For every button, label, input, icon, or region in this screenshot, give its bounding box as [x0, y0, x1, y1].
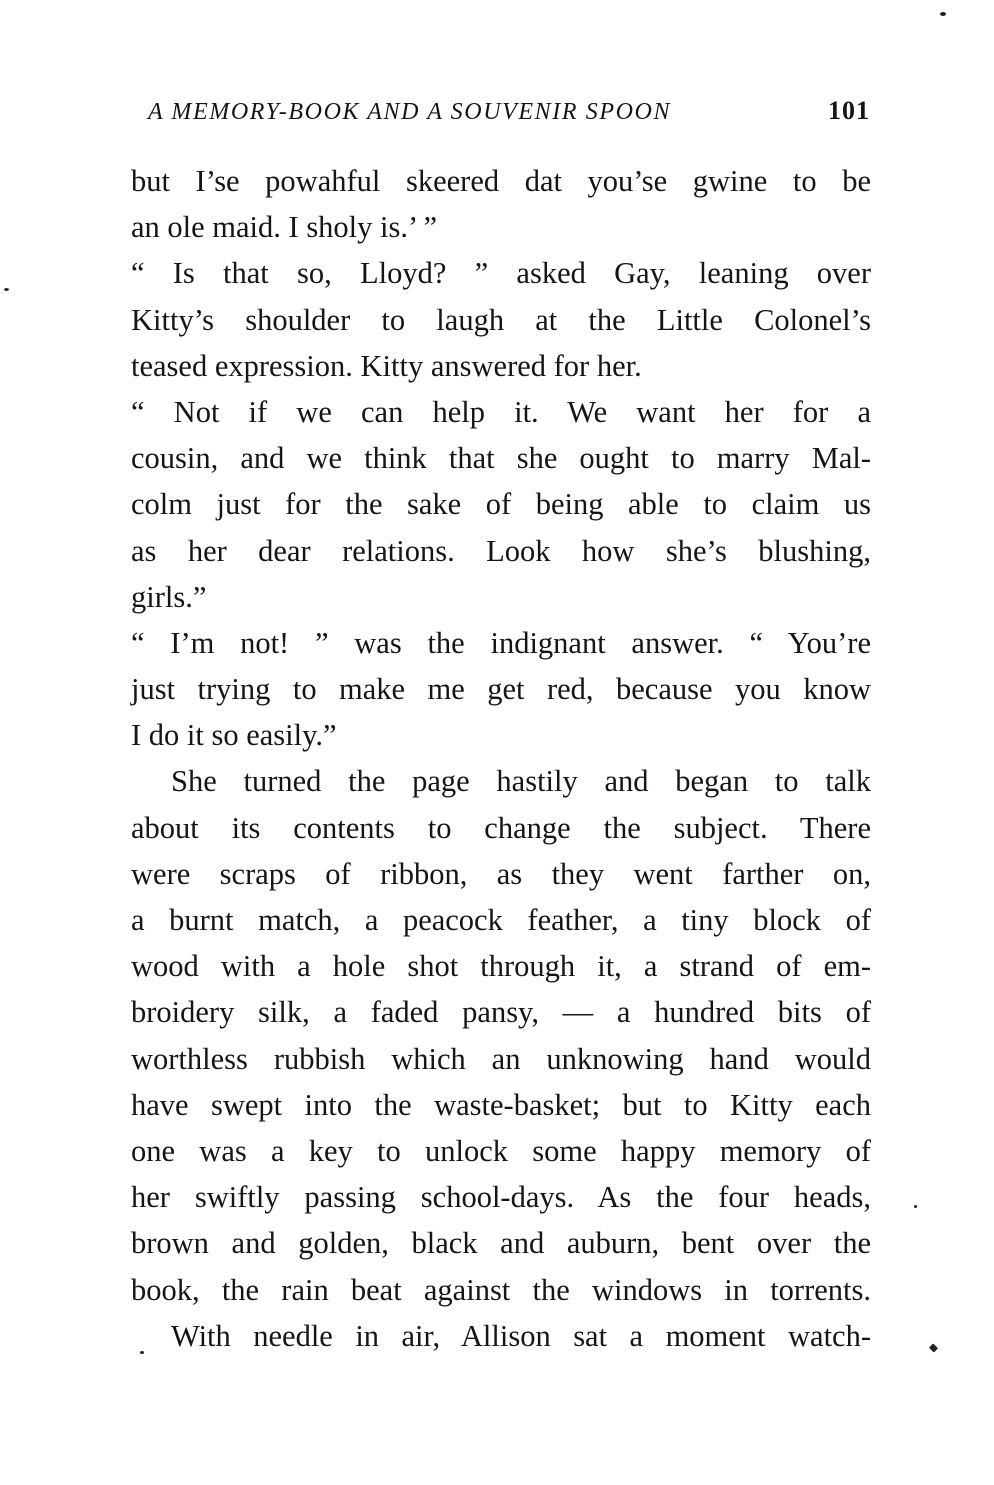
text-line: girls.”	[131, 579, 207, 614]
running-head	[148, 96, 870, 132]
text-line: an ole maid. I sholy is.’ ”	[131, 210, 438, 245]
text-line: but I’se powahful skeered dat you’se gwine to be	[131, 164, 871, 198]
text-line: have swept into the waste-basket; but to Kitty each	[131, 1087, 871, 1122]
text-line: “ Is that so, Lloyd? ” asked Gay, leaning over	[131, 256, 871, 291]
ink-speck	[929, 1343, 938, 1352]
text-line: broidery silk, a faded pansy, — a hundred bits of	[131, 995, 871, 1030]
text-line: She turned the page hastily and began to talk	[171, 764, 871, 799]
ink-speck	[940, 12, 946, 16]
text-line: wood with a hole shot through it, a strand of em-	[131, 949, 871, 984]
ink-speck	[140, 1351, 144, 1354]
ink-speck	[4, 288, 9, 291]
page-number: 101	[828, 96, 870, 125]
text-line: Kitty’s shoulder to laugh at the Little Colonel’s	[131, 302, 871, 337]
text-line: colm just for the sake of being able to claim us	[131, 487, 871, 522]
text-line: about its contents to change the subject. There	[131, 810, 871, 845]
text-line: book, the rain beat against the windows in torrents.	[131, 1272, 871, 1307]
text-line: as her dear relations. Look how she’s blushing,	[131, 533, 871, 568]
text-line: teased expression. Kitty answered for her.	[131, 348, 642, 383]
ink-speck	[914, 1205, 917, 1208]
running-title: A MEMORY-BOOK AND A SOUVENIR SPOON	[148, 99, 672, 125]
text-line: I do it so easily.”	[131, 718, 337, 753]
text-line: “ I’m not! ” was the indignant answer. “ You’re	[131, 625, 871, 660]
text-line: “ Not if we can help it. We want her for a	[131, 394, 871, 429]
text-line: just trying to make me get red, because you know	[131, 672, 871, 707]
text-line: her swiftly passing school-days. As the four heads,	[131, 1180, 871, 1215]
text-line: With needle in air, Allison sat a moment watch-	[171, 1318, 871, 1353]
text-line: worthless rubbish which an unknowing hand would	[131, 1041, 871, 1076]
text-line: one was a key to unlock some happy memory of	[131, 1133, 871, 1168]
text-line: cousin, and we think that she ought to marry Mal-	[131, 441, 871, 476]
body-text	[131, 158, 871, 1359]
text-line: brown and golden, black and auburn, bent over the	[131, 1226, 871, 1261]
text-line: were scraps of ribbon, as they went farther on,	[131, 856, 871, 891]
text-line: a burnt match, a peacock feather, a tiny block of	[131, 903, 871, 937]
